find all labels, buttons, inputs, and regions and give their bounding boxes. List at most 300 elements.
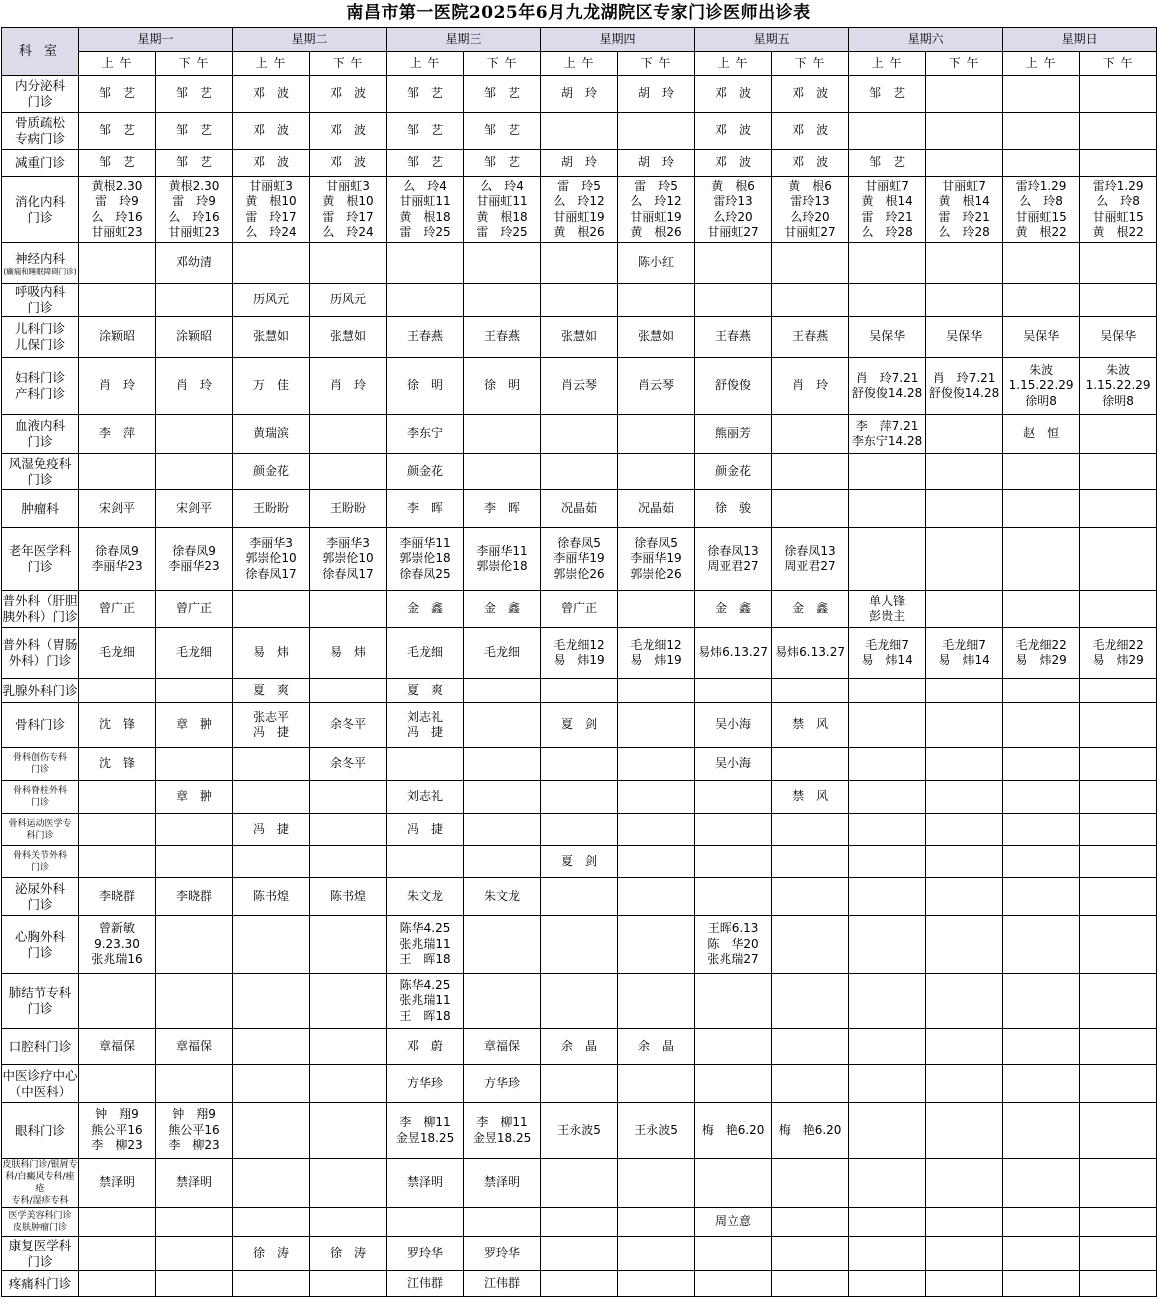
doctor-entry: 王晖6.13: [707, 921, 759, 936]
doctor-entry: 徐 涛: [253, 1245, 290, 1260]
schedule-cell: [618, 1159, 695, 1208]
schedule-cell: [233, 415, 310, 454]
schedule-cell: [156, 846, 233, 878]
schedule-cell: [1003, 454, 1080, 490]
schedule-cell: [156, 358, 233, 415]
department-name-line: 医学美容科门诊: [8, 1211, 72, 1221]
schedule-cell: [926, 748, 1003, 781]
department-name-line: 骨科创伤专科: [12, 753, 67, 763]
department-row: [2, 1103, 1157, 1159]
schedule-cell: [849, 454, 926, 490]
department-name: [2, 916, 79, 974]
doctor-entry: 周立意: [715, 1214, 752, 1229]
schedule-cell: [233, 1029, 310, 1065]
schedule-cell: [618, 748, 695, 781]
doctor-entry: 毛龙细: [407, 645, 444, 660]
schedule-cell: [387, 1159, 464, 1208]
schedule-cell: [695, 1271, 772, 1297]
doctor-entry: 舒俊俊: [715, 378, 752, 393]
department-name-line: 骨科运动医学专: [8, 818, 72, 829]
schedule-cell: [772, 916, 849, 974]
schedule-cell: [541, 846, 618, 878]
schedule-cell: [1080, 1271, 1157, 1297]
schedule-cell: [1003, 490, 1080, 528]
doctor-entry: 李丽华23: [91, 559, 143, 573]
schedule-cell: [79, 703, 156, 748]
schedule-cell: [79, 679, 156, 703]
doctor-entry: 冯 捷: [253, 725, 290, 739]
doctor-entry: 王春燕: [715, 329, 752, 344]
department-name: [2, 679, 79, 703]
schedule-cell: [541, 113, 618, 150]
doctor-entry: 么 玲28: [938, 225, 990, 239]
schedule-cell: [233, 591, 310, 628]
schedule-cell: [233, 454, 310, 490]
schedule-cell: [772, 113, 849, 150]
doctor-entry: 徐春凤5: [634, 535, 678, 550]
doctor-entry: 吴保华: [946, 329, 983, 344]
schedule-cell: [1080, 284, 1157, 317]
department-name: [2, 1029, 79, 1065]
department-name: [2, 846, 79, 878]
schedule-cell: [233, 358, 310, 415]
doctor-entry: 李丽华11: [399, 535, 451, 550]
department-row: [2, 1271, 1157, 1297]
schedule-cell: [541, 1029, 618, 1065]
doctor-entry: 黄 根22: [1015, 225, 1067, 239]
schedule-cell: [772, 177, 849, 243]
schedule-cell: [233, 628, 310, 679]
doctor-entry: 邓幼清: [176, 255, 213, 270]
schedule-cell: [310, 1029, 387, 1065]
schedule-cell: [310, 974, 387, 1029]
schedule-cell: [541, 781, 618, 814]
department-row: [2, 243, 1157, 284]
schedule-cell: [926, 150, 1003, 177]
doctor-entry: 张慧如: [253, 329, 290, 344]
doctor-entry: 刘志礼: [407, 709, 444, 724]
department-name: [2, 974, 79, 1029]
doctor-entry: 吴保华: [1100, 329, 1137, 344]
department-name-line: 门诊: [27, 434, 53, 449]
doctor-entry: 甘丽虹19: [630, 209, 682, 224]
department-name: [2, 703, 79, 748]
schedule-cell: [695, 1103, 772, 1159]
half-day-header: 下 午: [156, 52, 233, 76]
schedule-cell: [233, 284, 310, 317]
doctor-entry: 邹 艺: [98, 123, 135, 138]
schedule-cell: [849, 243, 926, 284]
schedule-cell: [464, 878, 541, 916]
schedule-cell: [926, 1271, 1003, 1297]
schedule-cell: [233, 317, 310, 358]
day-header: 星期二: [233, 28, 387, 52]
schedule-cell: [926, 974, 1003, 1029]
department-name-line: 门诊: [27, 559, 53, 574]
schedule-cell: [1003, 628, 1080, 679]
schedule-cell: [849, 490, 926, 528]
doctor-entry: 邓 波: [253, 123, 290, 138]
schedule-cell: [387, 454, 464, 490]
doctor-entry: 雷玲13: [713, 194, 753, 208]
schedule-cell: [849, 1103, 926, 1159]
doctor-entry: 易 炜29: [1015, 653, 1067, 667]
doctor-entry: 罗玲华: [407, 1245, 444, 1260]
department-name: [2, 454, 79, 490]
schedule-cell: [926, 1208, 1003, 1237]
schedule-cell: [1003, 974, 1080, 1029]
doctor-entry: 黄 根14: [861, 194, 913, 208]
schedule-cell: [695, 878, 772, 916]
schedule-cell: [772, 1065, 849, 1103]
doctor-entry: 赵 恒: [1023, 426, 1060, 441]
doctor-entry: 毛龙细7: [865, 637, 909, 652]
department-name: [2, 781, 79, 814]
schedule-cell: [926, 1237, 1003, 1271]
doctor-entry: 郭崇伦10: [245, 551, 297, 566]
doctor-entry: 邹 艺: [176, 123, 213, 138]
doctor-entry: 么 玲8: [1096, 194, 1140, 208]
schedule-cell: [156, 781, 233, 814]
schedule-cell: [1003, 1271, 1080, 1297]
schedule-cell: [464, 1237, 541, 1271]
schedule-cell: [387, 781, 464, 814]
doctor-entry: 邓 波: [253, 155, 290, 170]
schedule-cell: [772, 781, 849, 814]
schedule-cell: [926, 591, 1003, 628]
doctor-entry: 易 炜19: [553, 653, 605, 667]
department-name: [2, 528, 79, 591]
department-name-line: 儿保门诊: [14, 337, 65, 352]
schedule-cell: [1080, 591, 1157, 628]
department-name: [2, 1065, 79, 1103]
department-subtitle: (癫痫和睡眠障碍门诊): [3, 266, 77, 276]
doctor-entry: 雷玲1.29: [1015, 178, 1067, 193]
schedule-cell: [79, 628, 156, 679]
schedule-cell: [541, 317, 618, 358]
department-name-line: 胰外科）门诊: [2, 609, 78, 624]
doctor-entry: 朱文龙: [407, 888, 444, 903]
doctor-entry: 甘丽虹7: [865, 178, 909, 193]
schedule-cell: [310, 1237, 387, 1271]
doctor-entry: 黄 根10: [322, 194, 374, 208]
doctor-entry: 宋剑平: [98, 500, 135, 515]
department-name-line: 普外科（胃肠: [2, 637, 78, 652]
doctor-entry: 钟 翔9: [95, 1107, 139, 1122]
schedule-cell: [541, 703, 618, 748]
schedule-cell: [926, 814, 1003, 846]
doctor-entry: 熊丽芳: [715, 426, 752, 441]
department-name: [2, 358, 79, 415]
schedule-cell: [849, 1029, 926, 1065]
half-day-header: 下 午: [310, 52, 387, 76]
schedule-cell: [464, 814, 541, 846]
schedule-cell: [541, 358, 618, 415]
schedule-cell: [1003, 317, 1080, 358]
doctor-entry: 毛龙细12: [630, 637, 682, 652]
doctor-entry: 邓 波: [792, 123, 829, 138]
schedule-cell: [541, 814, 618, 846]
doctor-entry: 黄 根14: [938, 194, 990, 208]
schedule-cell: [387, 878, 464, 916]
department-name-line: 骨科关节外科: [12, 850, 67, 861]
department-name-line: 乳腺外科门诊: [2, 682, 78, 698]
doctor-entry: 徐春凤13: [784, 543, 836, 558]
doctor-entry: 易 炜19: [630, 653, 682, 667]
schedule-cell: [1080, 1065, 1157, 1103]
doctor-entry: 舒俊俊14.28: [928, 386, 1000, 400]
doctor-entry: 雷 玲5: [634, 178, 678, 193]
schedule-cell: [618, 1208, 695, 1237]
doctor-entry: 易 炜14: [861, 653, 913, 667]
doctor-entry: 邓 波: [330, 155, 367, 170]
schedule-cell: [541, 284, 618, 317]
doctor-entry: 么 玲28: [861, 225, 913, 239]
schedule-cell: [849, 76, 926, 113]
doctor-entry: 禁泽明: [484, 1175, 521, 1190]
schedule-cell: [541, 591, 618, 628]
schedule-cell: [695, 454, 772, 490]
schedule-cell: [695, 150, 772, 177]
schedule-cell: [618, 1065, 695, 1103]
doctor-entry: 么 玲12: [630, 194, 682, 208]
doctor-entry: 肖 玲: [98, 378, 135, 393]
doctor-entry: 夏 爽: [407, 682, 444, 697]
schedule-cell: [1003, 1159, 1080, 1208]
doctor-entry: 邓 波: [792, 86, 829, 101]
doctor-entry: 黄 根26: [553, 225, 605, 239]
schedule-cell: [849, 284, 926, 317]
department-row: [2, 76, 1157, 113]
schedule-cell: [1003, 528, 1080, 591]
schedule-cell: [926, 781, 1003, 814]
doctor-entry: 黄 根18: [476, 209, 528, 224]
schedule-cell: [926, 1159, 1003, 1208]
doctor-entry: 方华珍: [407, 1075, 444, 1090]
department-row: [2, 113, 1157, 150]
schedule-cell: [156, 628, 233, 679]
doctor-entry: 沈 锋: [98, 717, 135, 732]
schedule-cell: [387, 150, 464, 177]
doctor-entry: 吴保华: [869, 329, 906, 344]
schedule-cell: [464, 490, 541, 528]
doctor-entry: 吴保华: [1023, 329, 1060, 344]
schedule-cell: [1080, 703, 1157, 748]
schedule-cell: [387, 679, 464, 703]
schedule-cell: [233, 679, 310, 703]
doctor-entry: 甘丽虹27: [707, 225, 759, 239]
doctor-entry: 禁 风: [792, 717, 829, 732]
schedule-cell: [926, 243, 1003, 284]
half-day-header: 上 午: [387, 52, 464, 76]
schedule-cell: [849, 628, 926, 679]
doctor-entry: 黄根2.30: [168, 178, 220, 193]
schedule-cell: [310, 113, 387, 150]
schedule-cell: [156, 814, 233, 846]
schedule-cell: [233, 1103, 310, 1159]
doctor-entry: 毛龙细: [484, 645, 521, 660]
schedule-cell: [618, 1029, 695, 1065]
schedule-cell: [618, 454, 695, 490]
schedule-cell: [156, 415, 233, 454]
schedule-cell: [695, 76, 772, 113]
schedule-cell: [772, 878, 849, 916]
doctor-entry: 易炜6.13.27: [698, 645, 768, 660]
schedule-cell: [926, 177, 1003, 243]
schedule-cell: [79, 1208, 156, 1237]
half-day-header: 下 午: [926, 52, 1003, 76]
schedule-cell: [387, 177, 464, 243]
department-row: [2, 878, 1157, 916]
schedule-cell: [849, 748, 926, 781]
schedule-cell: [387, 317, 464, 358]
doctor-entry: 易炜6.13.27: [775, 645, 845, 660]
doctor-entry: 金 鑫: [792, 601, 829, 616]
doctor-entry: 单人锋: [869, 593, 906, 608]
doctor-entry: 邓 波: [330, 86, 367, 101]
doctor-entry: 张兆瑞16: [91, 952, 143, 967]
doctor-entry: 肖 玲7.21: [855, 370, 919, 385]
schedule-cell: [464, 358, 541, 415]
half-day-header: 下 午: [618, 52, 695, 76]
schedule-cell: [310, 1103, 387, 1159]
doctor-entry: 禁泽明: [407, 1175, 444, 1190]
department-name-line: 中医诊疗中心: [2, 1067, 78, 1083]
doctor-entry: 章 翀: [176, 717, 213, 732]
doctor-entry: 李 萍7.21: [855, 418, 919, 433]
schedule-cell: [541, 748, 618, 781]
department-name-line: 门诊: [27, 94, 53, 109]
doctor-entry: 么 玲8: [1019, 194, 1063, 208]
schedule-cell: [79, 1103, 156, 1159]
schedule-cell: [156, 1271, 233, 1297]
department-row: [2, 317, 1157, 358]
schedule-cell: [79, 591, 156, 628]
doctor-entry: 江伟群: [484, 1275, 521, 1290]
schedule-cell: [310, 1065, 387, 1103]
schedule-cell: [156, 1065, 233, 1103]
department-name-line: 专科/湿疹专科: [11, 1196, 69, 1206]
doctor-entry: 冯 捷: [407, 821, 444, 836]
department-name: [2, 490, 79, 528]
schedule-cell: [772, 150, 849, 177]
doctor-entry: 金 鑫: [715, 601, 752, 616]
doctor-entry: 颜金花: [407, 463, 444, 478]
doctor-entry: 邓 波: [715, 155, 752, 170]
doctor-entry: 肖 玲: [176, 378, 213, 393]
department-row: [2, 177, 1157, 243]
schedule-cell: [926, 916, 1003, 974]
doctor-entry: 陈华4.25: [399, 921, 451, 936]
schedule-cell: [926, 490, 1003, 528]
doctor-entry: 郭崇伦18: [399, 551, 451, 566]
schedule-cell: [695, 490, 772, 528]
schedule-cell: [849, 878, 926, 916]
schedule-cell: [79, 150, 156, 177]
schedule-cell: [849, 317, 926, 358]
schedule-cell: [541, 177, 618, 243]
doctor-entry: 郭崇伦10: [322, 551, 374, 566]
doctor-entry: 江伟群: [407, 1275, 444, 1290]
schedule-cell: [156, 1103, 233, 1159]
schedule-cell: [1080, 490, 1157, 528]
schedule-cell: [926, 628, 1003, 679]
doctor-entry: 李 萍: [98, 426, 135, 441]
schedule-cell: [310, 591, 387, 628]
doctor-entry: 么 玲4: [403, 178, 447, 193]
schedule-cell: [310, 878, 387, 916]
department-row: [2, 916, 1157, 974]
schedule-cell: [233, 1271, 310, 1297]
schedule-cell: [618, 415, 695, 454]
schedule-cell: [926, 878, 1003, 916]
schedule-cell: [233, 243, 310, 284]
doctor-entry: 况晶茹: [561, 500, 598, 515]
doctor-entry: 金 鑫: [407, 601, 444, 616]
schedule-cell: [156, 317, 233, 358]
doctor-entry: 梅 艳6.20: [778, 1122, 842, 1137]
doctor-entry: 甘丽虹23: [91, 225, 143, 239]
doctor-entry: 周亚君27: [707, 559, 759, 573]
department-row: [2, 284, 1157, 317]
doctor-entry: 陈书煌: [330, 888, 367, 903]
schedule-cell: [464, 317, 541, 358]
department-row: [2, 490, 1157, 528]
schedule-cell: [695, 1237, 772, 1271]
department-row: [2, 974, 1157, 1029]
doctor-entry: 王永波5: [557, 1122, 601, 1137]
schedule-cell: [772, 76, 849, 113]
doctor-entry: 雷玲13: [790, 194, 830, 208]
department-row: [2, 748, 1157, 781]
department-header: 科 室: [2, 28, 79, 76]
schedule-cell: [310, 748, 387, 781]
doctor-entry: 熊公平16: [91, 1122, 143, 1137]
doctor-entry: 雷玲1.29: [1092, 178, 1144, 193]
schedule-cell: [772, 1159, 849, 1208]
day-header: 星期三: [387, 28, 541, 52]
schedule-cell: [772, 1237, 849, 1271]
schedule-cell: [772, 703, 849, 748]
doctor-entry: 肖云琴: [561, 378, 598, 393]
schedule-cell: [464, 703, 541, 748]
schedule-cell: [233, 916, 310, 974]
schedule-cell: [541, 243, 618, 284]
schedule-cell: [1080, 781, 1157, 814]
schedule-cell: [1080, 177, 1157, 243]
doctor-entry: 李东宁14.28: [851, 434, 923, 448]
schedule-cell: [695, 814, 772, 846]
doctor-entry: 毛龙细22: [1092, 637, 1144, 652]
page-title: 南昌市第一医院2025年6月九龙湖院区专家门诊医师出诊表: [346, 3, 811, 23]
doctor-entry: 李丽华3: [249, 535, 293, 550]
doctor-entry: 徐 明: [484, 378, 521, 393]
doctor-entry: 1.15.22.29: [1085, 378, 1151, 393]
schedule-cell: [464, 284, 541, 317]
schedule-cell: [541, 1065, 618, 1103]
schedule-cell: [695, 781, 772, 814]
schedule-cell: [387, 1103, 464, 1159]
department-name: [2, 150, 79, 177]
schedule-cell: [1003, 1237, 1080, 1271]
schedule-cell: [310, 1271, 387, 1297]
schedule-cell: [1080, 150, 1157, 177]
doctor-entry: 易 炜: [253, 645, 290, 660]
schedule-cell: [695, 916, 772, 974]
doctor-entry: 易 炜14: [938, 653, 990, 667]
schedule-cell: [464, 415, 541, 454]
schedule-cell: [156, 490, 233, 528]
